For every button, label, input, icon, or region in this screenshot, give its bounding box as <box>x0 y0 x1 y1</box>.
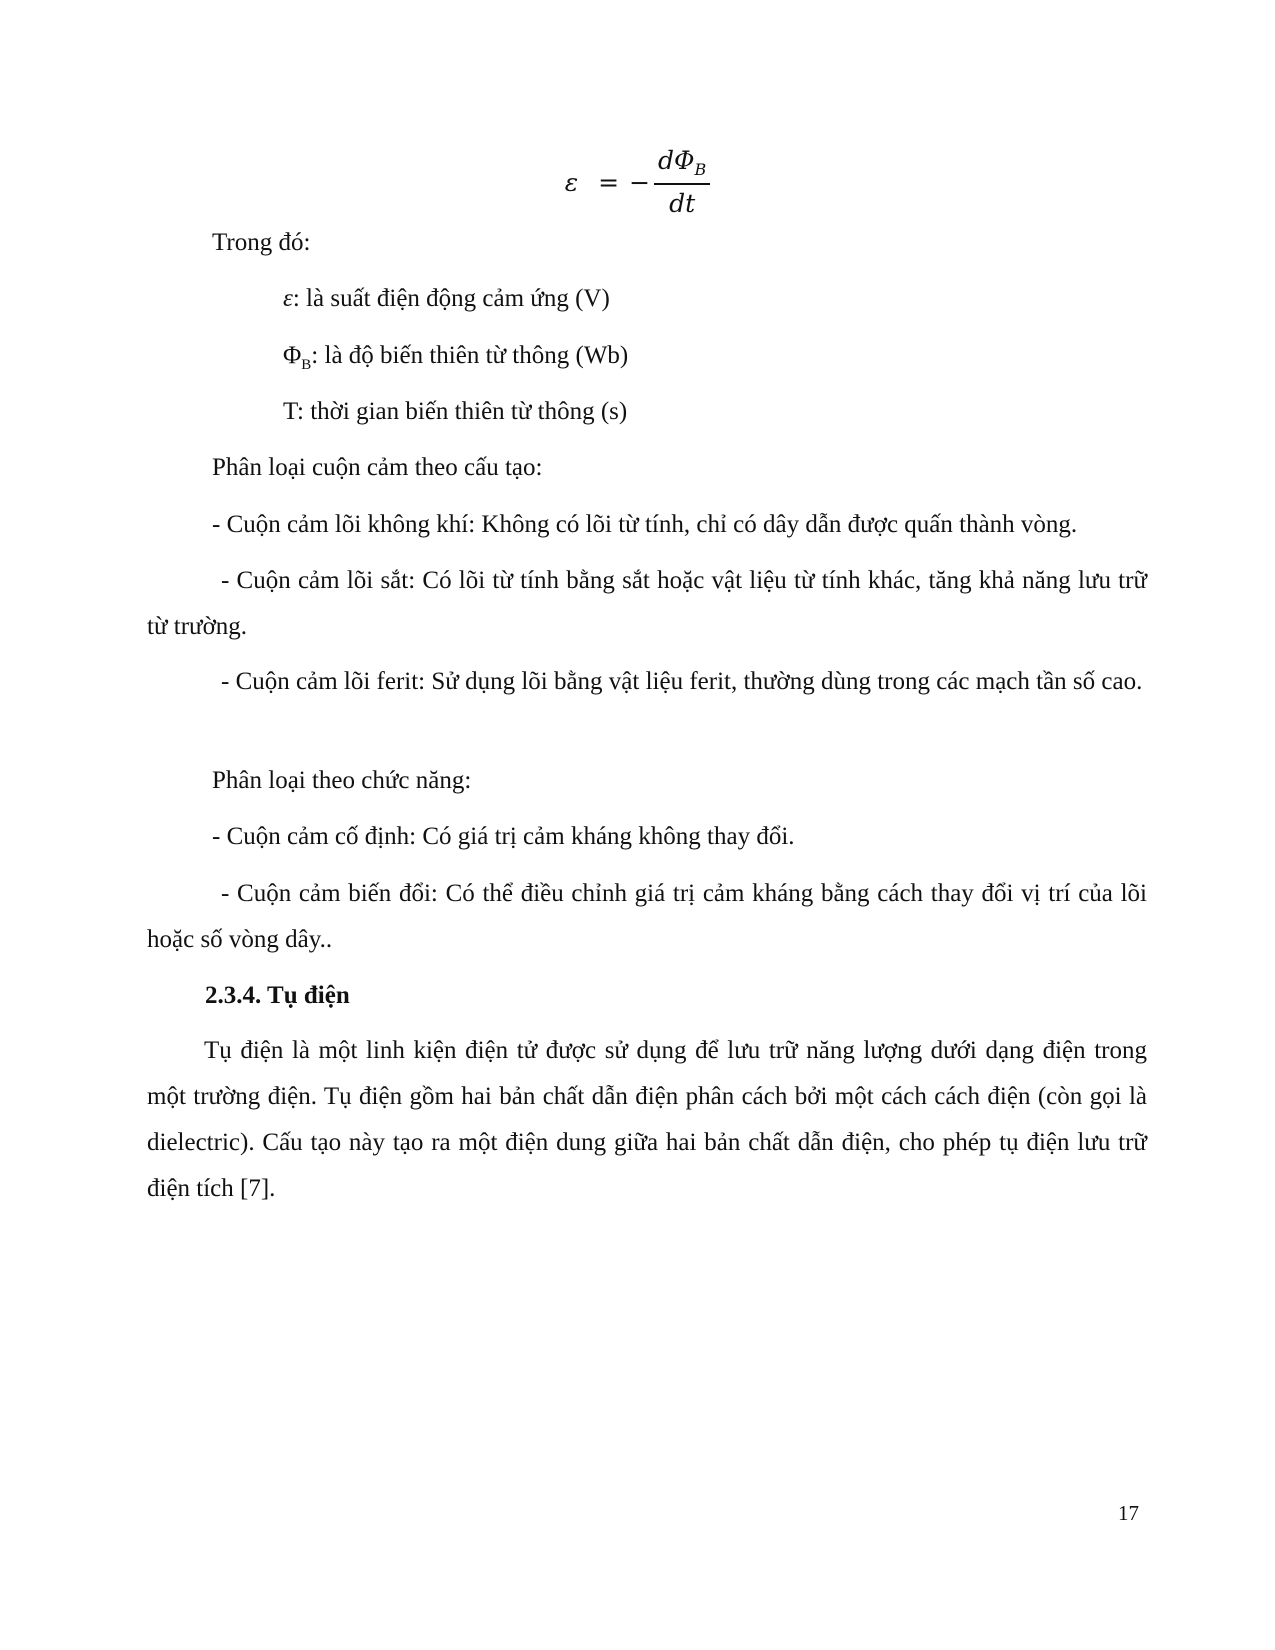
definition-phi: $\Phi_B$: là độ biến thiên từ thông (Wb) <box>283 342 629 373</box>
section-paragraph: Tụ điện là một linh kiện điện tử được sử dụng để lưu trữ năng lượng dưới dạng điện trong một trường điện. Tụ điện gồm hai bản chất dẫn điện phân cách bởi một cách cách điện (còn gọi là dielectric). Cấu tạo này tạo ra một điện dung giữa hai bản chất dẫn điện, cho phép tụ điện lưu trữ điện tích [7]. <box>147 1037 1147 1202</box>
structure-item-ferrite-core: - Cuộn cảm lõi ferit: Sử dụng lõi bằng vật liệu ferit, thường dùng trong các mạch tần số cao. <box>221 668 1143 695</box>
page-number: 17 <box>1118 1501 1139 1525</box>
definition-time: T: thời gian biến thiên từ thông (s) <box>283 398 628 425</box>
function-heading: Phân loại theo chức năng: <box>212 767 472 794</box>
where-label: Trong đó: <box>212 229 311 256</box>
formula-equals: = <box>598 167 620 197</box>
section-heading: 2.3.4. Tụ điện <box>205 982 350 1009</box>
formula-denominator: dt <box>669 189 696 218</box>
definition-epsilon: ε: là suất điện động cảm ứng (V) <box>283 285 610 312</box>
formula-numerator: $d\Phi_B$ <box>654 146 710 185</box>
function-item-fixed: - Cuộn cảm cố định: Có giá trị cảm kháng không thay đổi. <box>212 823 795 850</box>
formula-fraction <box>654 146 710 218</box>
formula-lhs: ε <box>564 167 579 197</box>
formula-minus: − <box>629 167 651 197</box>
structure-item-air-core: - Cuộn cảm lõi không khí: Không có lõi từ tính, chỉ có dây dẫn được quấn thành vòng. <box>212 511 1078 538</box>
faraday-formula <box>0 146 1275 218</box>
structure-heading: Phân loại cuộn cảm theo cấu tạo: <box>212 454 543 481</box>
structure-item-iron-core: - Cuộn cảm lõi sắt: Có lõi từ tính bằng sắt hoặc vật liệu từ tính khác, tăng khả năng lưu trữ từ trường. <box>147 567 1147 640</box>
function-item-variable: - Cuộn cảm biến đổi: Có thể điều chỉnh giá trị cảm kháng bằng cách thay đổi vị trí của lõi hoặc số vòng dây.. <box>147 880 1147 953</box>
